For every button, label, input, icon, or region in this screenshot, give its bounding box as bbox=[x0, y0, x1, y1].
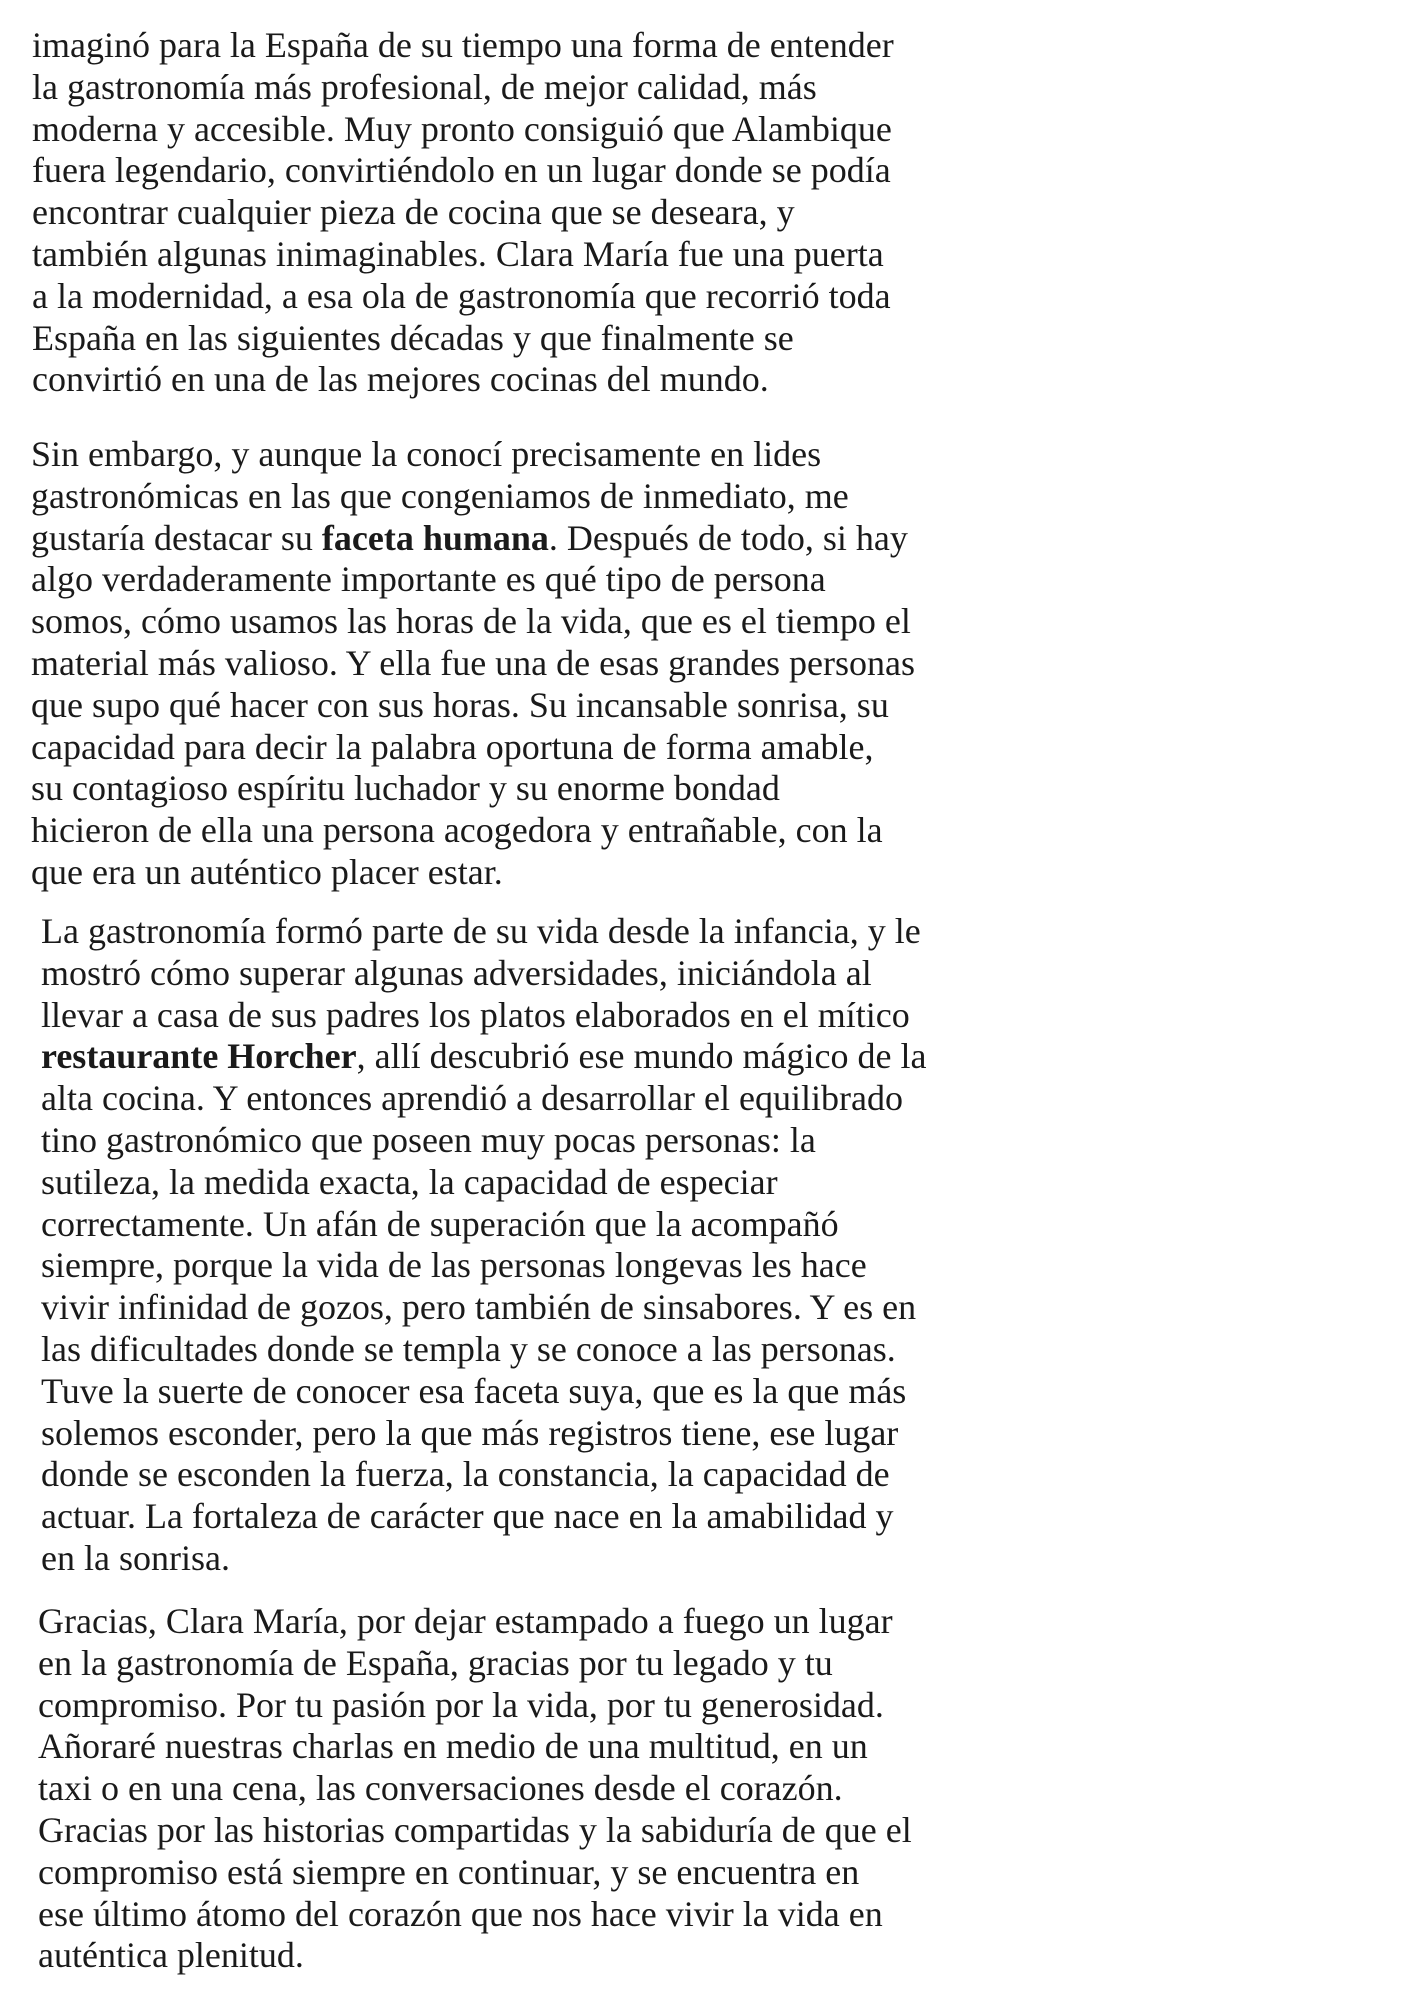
text-line: encontrar cualquier pieza de cocina que se deseara, y bbox=[32, 192, 795, 233]
text-line: tino gastronómico que poseen muy pocas personas: la bbox=[41, 1119, 816, 1160]
text-line: Añoraré nuestras charlas en medio de una multitud, en un bbox=[38, 1726, 868, 1767]
text-line: llevar a casa de sus padres los platos elaborados en el mítico bbox=[41, 994, 910, 1035]
text-line: vivir infinidad de gozos, pero también de sinsabores. Y es en bbox=[41, 1287, 917, 1328]
text-line: taxi o en una cena, las conversaciones desde el corazón. bbox=[38, 1768, 843, 1809]
text-line: actuar. La fortaleza de carácter que nace en la amabilidad y bbox=[41, 1496, 894, 1537]
text-line: a la modernidad, a esa ola de gastronomía que recorrió toda bbox=[32, 275, 891, 316]
text-line: Gracias por las historias compartidas y la sabiduría de que el bbox=[38, 1809, 912, 1850]
text-line: también algunas inimaginables. Clara María fue una puerta bbox=[32, 233, 884, 274]
text-line: alta cocina. Y entonces aprendió a desarrollar el equilibrado bbox=[41, 1078, 903, 1119]
text-line: que supo qué hacer con sus horas. Su incansable sonrisa, su bbox=[31, 684, 889, 725]
text-line: Sin embargo, y aunque la conocí precisamente en lides bbox=[31, 434, 822, 474]
text-line bbox=[31, 518, 915, 560]
text-line: fuera legendario, convirtiéndolo en un lugar donde se podía bbox=[32, 150, 891, 191]
text-line: en la gastronomía de España, gracias por tu legado y tu bbox=[38, 1642, 833, 1683]
text-line: gastronómicas en las que congeniamos de inmediato, me bbox=[31, 475, 849, 516]
text-line bbox=[41, 1036, 926, 1078]
text-line: hicieron de ella una persona acogedora y entrañable, con la bbox=[31, 810, 883, 851]
text-line: su contagioso espíritu luchador y su enorme bondad bbox=[31, 768, 780, 809]
paragraph bbox=[41, 911, 926, 1580]
text-segment: gustaría destacar su bbox=[31, 517, 322, 558]
text-line: mostró cómo superar algunas adversidades, iniciándola al bbox=[41, 952, 872, 993]
text-line: somos, cómo usamos las horas de la vida, que es el tiempo el bbox=[31, 601, 911, 642]
text-line: compromiso está siempre en continuar, y se encuentra en bbox=[38, 1851, 860, 1892]
text-line: algo verdaderamente importante es qué tipo de persona bbox=[31, 559, 826, 600]
bold-text: restaurante Horcher bbox=[41, 1036, 357, 1077]
text-line: en la sonrisa. bbox=[41, 1537, 230, 1578]
text-line: auténtica plenitud. bbox=[38, 1935, 304, 1976]
text-line: que era un auténtico placer estar. bbox=[31, 851, 503, 892]
text-line: la gastronomía más profesional, de mejor calidad, más bbox=[32, 66, 817, 107]
text-line: compromiso. Por tu pasión por la vida, por tu generosidad. bbox=[38, 1684, 884, 1725]
text-line: Gracias, Clara María, por dejar estampado a fuego un lugar bbox=[38, 1601, 893, 1641]
text-line: las dificultades donde se templa y se conoce a las personas. bbox=[41, 1328, 896, 1369]
text-segment: , allí descubrió ese mundo mágico de la bbox=[356, 1036, 927, 1077]
paragraph bbox=[31, 434, 915, 894]
text-line: donde se esconden la fuerza, la constancia, la capacidad de bbox=[41, 1454, 890, 1495]
text-line: ese último átomo del corazón que nos hace vivir la vida en bbox=[38, 1893, 883, 1934]
text-line: material más valioso. Y ella fue una de esas grandes personas bbox=[31, 642, 916, 683]
text-line: siempre, porque la vida de las personas longevas les hace bbox=[41, 1245, 867, 1286]
text-segment: . Después de todo, si hay bbox=[548, 517, 908, 558]
text-line: La gastronomía formó parte de su vida desde la infancia, y le bbox=[41, 911, 921, 951]
bold-text: faceta humana bbox=[321, 517, 549, 558]
text-line: España en las siguientes décadas y que finalmente se bbox=[32, 317, 794, 358]
text-line: capacidad para decir la palabra oportuna de forma amable, bbox=[31, 726, 874, 767]
paragraph bbox=[32, 25, 894, 401]
text-line: imaginó para la España de su tiempo una forma de entender bbox=[32, 25, 894, 65]
paragraph bbox=[38, 1601, 912, 1977]
text-line: correctamente. Un afán de superación que la acompañó bbox=[41, 1203, 839, 1244]
text-line: moderna y accesible. Muy pronto consiguió que Alambique bbox=[32, 108, 892, 149]
text-line: solemos esconder, pero la que más registros tiene, ese lugar bbox=[41, 1412, 899, 1453]
text-line: convirtió en una de las mejores cocinas del mundo. bbox=[32, 359, 769, 400]
text-line: Tuve la suerte de conocer esa faceta suya, que es la que más bbox=[41, 1370, 907, 1411]
text-line: sutileza, la medida exacta, la capacidad de especiar bbox=[41, 1161, 778, 1202]
